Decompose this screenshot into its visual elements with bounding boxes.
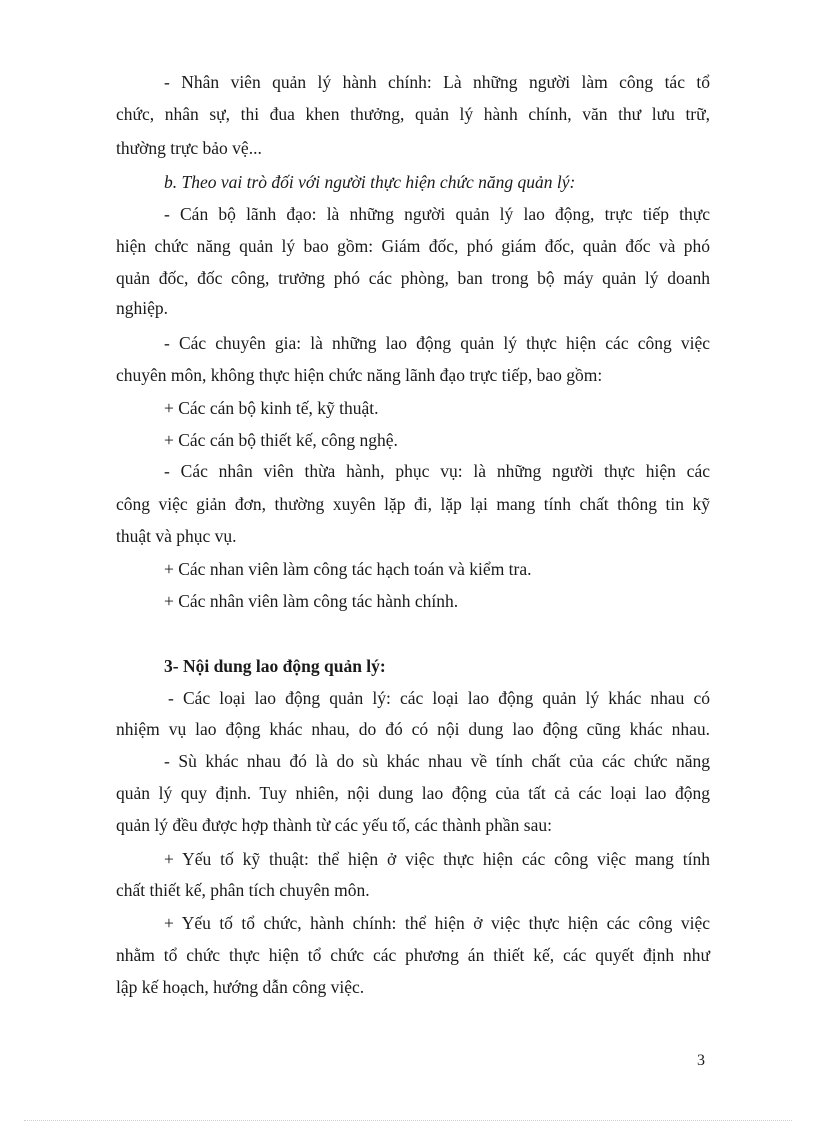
paragraph-line: nhiệm vụ lao động khác nhau, do đó có nội dung lao động cũng khác nhau. <box>116 719 710 739</box>
paragraph-line: nhằm tổ chức thực hiện tổ chức các phương án thiết kế, các quyết định như <box>116 945 710 965</box>
list-item: + Các nhan viên làm công tác hạch toán và kiểm tra. <box>164 559 532 579</box>
paragraph-line: công việc giản đơn, thường xuyên lặp đi, lặp lại mang tính chất thông tin kỹ <box>116 494 710 514</box>
paragraph-line: chất thiết kế, phân tích chuyên môn. <box>116 880 370 900</box>
paragraph-line: chức, nhân sự, thi đua khen thưởng, quản lý hành chính, văn thư lưu trữ, <box>116 104 710 124</box>
paragraph-line: - Các nhân viên thừa hành, phục vụ: là những người thực hiện các <box>164 461 710 481</box>
section-heading: 3- Nội dung lao động quản lý: <box>164 656 386 676</box>
footer-divider <box>24 1120 792 1121</box>
paragraph-line: hiện chức năng quản lý bao gồm: Giám đốc, phó giám đốc, quản đốc và phó <box>116 236 710 256</box>
list-item: + Các cán bộ thiết kế, công nghệ. <box>164 430 398 450</box>
paragraph-line: - Nhân viên quản lý hành chính: Là những người làm công tác tổ <box>164 72 710 92</box>
paragraph-line: quản đốc, đốc công, trưởng phó các phòng, ban trong bộ máy quản lý doanh <box>116 268 710 288</box>
list-item: + Yếu tố kỹ thuật: thể hiện ở việc thực hiện các công việc mang tính <box>164 849 710 869</box>
paragraph-line: - Các loại lao động quản lý: các loại lao động quản lý khác nhau có <box>168 688 710 708</box>
list-item: + Các cán bộ kinh tế, kỹ thuật. <box>164 398 379 418</box>
paragraph-line: - Cán bộ lãnh đạo: là những người quản lý lao động, trực tiếp thực <box>164 204 710 224</box>
paragraph-line: chuyên môn, không thực hiện chức năng lãnh đạo trực tiếp, bao gồm: <box>116 365 603 385</box>
paragraph-line: - Sù khác nhau đó là do sù khác nhau về tính chất của các chức năng <box>164 751 710 771</box>
paragraph-line: quản lý đều được hợp thành từ các yếu tố, các thành phần sau: <box>116 815 552 835</box>
paragraph-line: quản lý quy định. Tuy nhiên, nội dung lao động của tất cả các loại lao động <box>116 783 710 803</box>
paragraph-line: - Các chuyên gia: là những lao động quản lý thực hiện các công việc <box>164 333 710 353</box>
paragraph-line: lập kế hoạch, hướng dẫn công việc. <box>116 977 365 997</box>
paragraph-line: thường trực bảo vệ... <box>116 138 262 158</box>
paragraph-line: nghiệp. <box>116 298 169 318</box>
section-subheading: b. Theo vai trò đối với người thực hiện chức năng quản lý: <box>164 172 576 192</box>
page-number: 3 <box>697 1052 705 1069</box>
list-item: + Các nhân viên làm công tác hành chính. <box>164 591 459 611</box>
paragraph-line: thuật và phục vụ. <box>116 526 237 546</box>
list-item: + Yếu tố tổ chức, hành chính: thể hiện ở việc thực hiện các công việc <box>164 913 710 933</box>
